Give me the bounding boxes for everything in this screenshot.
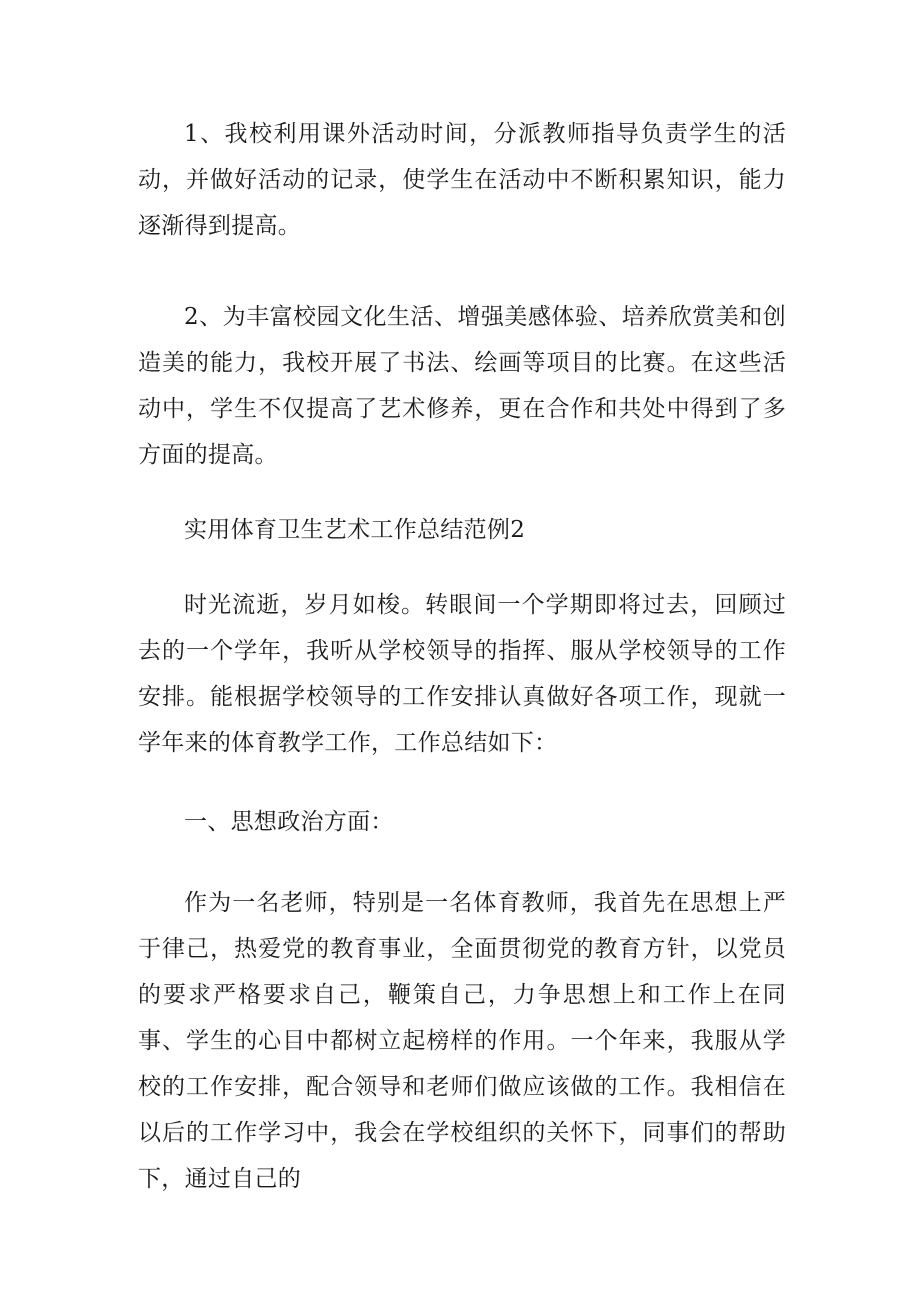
paragraph-intro: 时光流逝，岁月如梭。转眼间一个学期即将过去，回顾过去的一个学年，我听从学校领导的指挥、服从学校领导的工作安排。能根据学校领导的工作安排认真做好各项工作，现就一学年来的体育教学工作，工作总结如下： [138,592,786,756]
paragraph-art-competitions: 2、为丰富校园文化生活、增强美感体验、培养欣赏美和创造美的能力，我校开展了书法、绘画等项目的比赛。在这些活动中，学生不仅提高了艺术修养，更在合作和共处中得到了多方面的提高。 [138,304,786,468]
paragraph-activity-guidance: 1、我校利用课外活动时间，分派教师指导负责学生的活动，并做好活动的记录，使学生在活动中不断积累知识，能力逐渐得到提高。 [138,121,786,239]
paragraph-ideology: 作为一名老师，特别是一名体育教师，我首先在思想上严于律己，热爱党的教育事业，全面贯彻党的教育方针，以党员的要求严格要求自己，鞭策自己，力争思想上和工作上在同事、学生的心目中都树立起榜样的作用。一个年来，我服从学校的工作安排，配合领导和老师们做应该做的工作。我相信在以后的工作学习中，我会在学校组织的关怀下，同事们的帮助下，通过自己的 [138,890,786,1192]
subheading-ideology: 一、思想政治方面： [184,809,394,835]
section-title: 实用体育卫生艺术工作总结范例2 [184,517,526,543]
